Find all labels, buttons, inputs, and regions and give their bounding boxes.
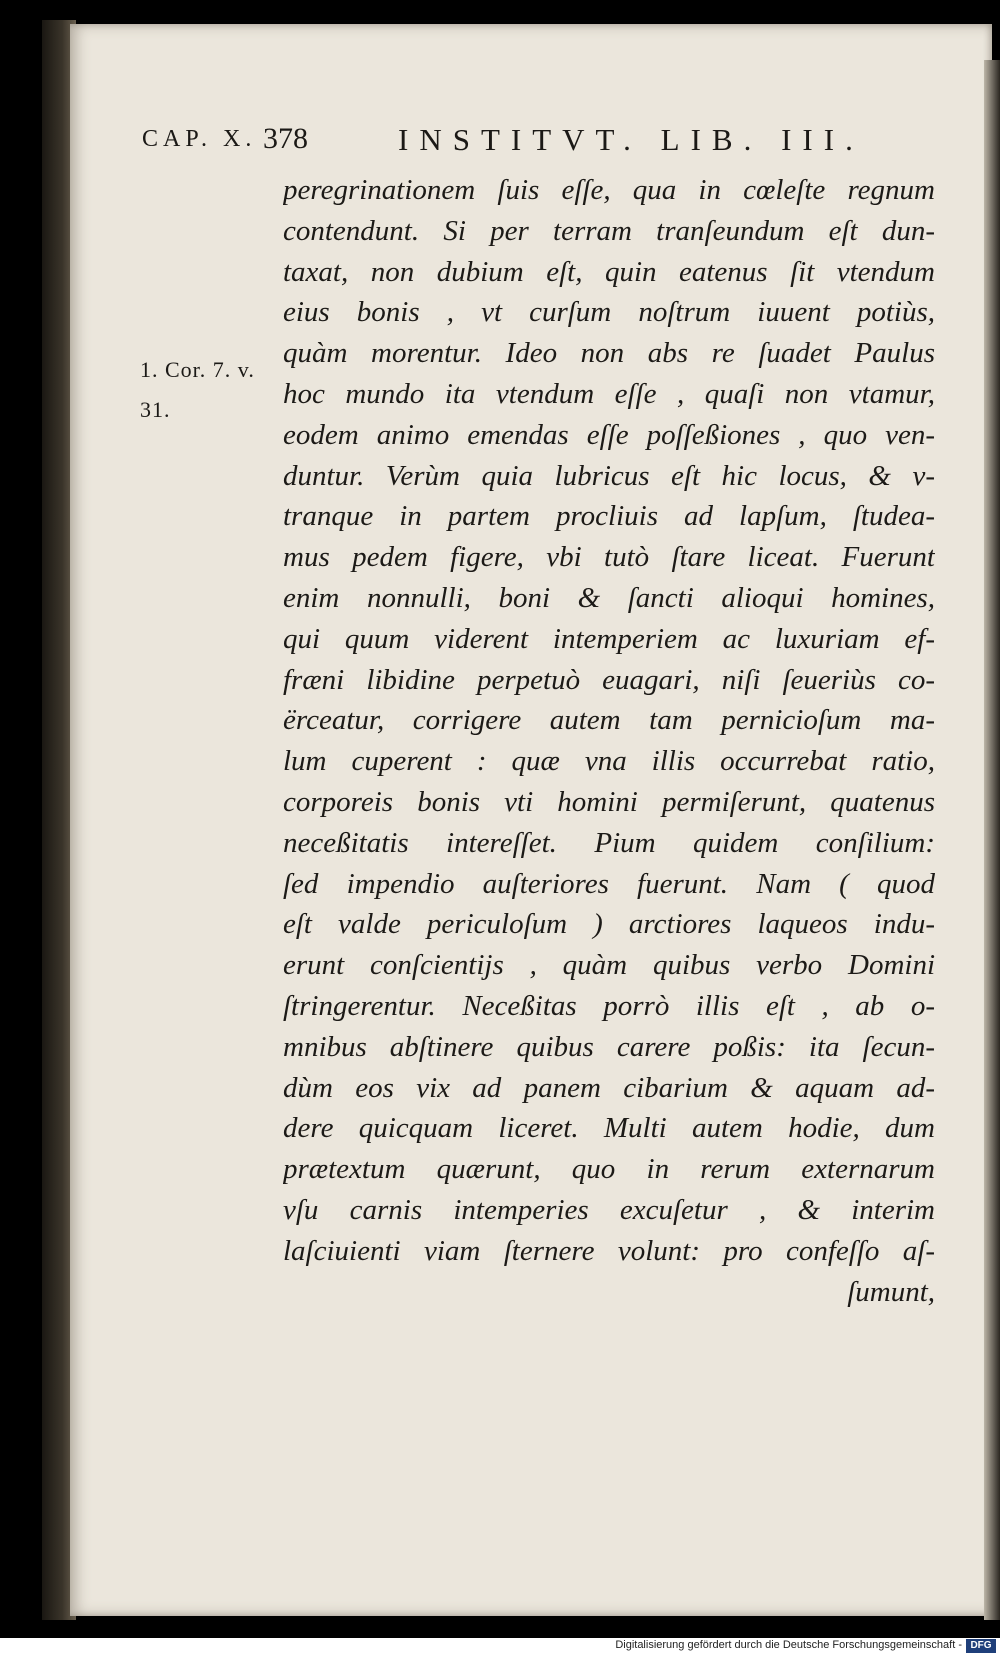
text-line: neceßitatis intereſſet. Pium quidem conſilium: <box>283 826 935 859</box>
text-line: eodem animo emendas eſſe poſſeßiones , quo ven- <box>283 418 935 451</box>
text-line: quàm morentur. Ideo non abs re ſuadet Paulus <box>283 337 935 370</box>
text-line: contendunt. Si per terram tranſeundum eſt dun- <box>283 214 935 247</box>
text-line: fræni libidine perpetuò euagari, niſi ſeueriùs co- <box>283 663 935 696</box>
body-text <box>283 170 935 1312</box>
text-line: ſtringerentur. Neceßitas porrò illis eſt , ab o- <box>283 989 935 1022</box>
running-header <box>142 122 972 162</box>
text-line: ſed impendio auſteriores fuerunt. Nam ( quod <box>283 867 935 900</box>
chapter-label: CAP. X. <box>142 126 257 152</box>
text-line: ſumunt, <box>847 1275 935 1308</box>
text-line: mnibus abſtinere quibus carere poßis: ita ſecun- <box>283 1030 935 1063</box>
text-line: taxat, non dubium eſt, quin eatenus ſit vtendum <box>283 255 935 288</box>
text-line: hoc mundo ita vtendum eſſe , quaſi non vtamur, <box>283 377 935 410</box>
footer-bar <box>0 1638 1000 1655</box>
text-line: duntur. Verùm quia lubricus eſt hic locus, & v- <box>283 459 935 492</box>
text-line: enim nonnulli, boni & ſancti alioqui homines, <box>283 581 935 614</box>
text-line: peregrinationem ſuis eſſe, qua in cœleſte regnum <box>283 174 935 206</box>
text-line: laſciuienti viam ſternere volunt: pro confeſſo aſ- <box>283 1234 935 1267</box>
margin-note-line: 1. Cor. 7. v. <box>140 357 255 382</box>
footer-credit: Digitalisierung gefördert durch die Deutsche Forschungsgemeinschaft - <box>615 1639 962 1651</box>
text-line: prætextum quærunt, quo in rerum externarum <box>283 1153 935 1186</box>
text-line: tranque in partem procliuis ad lapſum, ſtudea- <box>283 500 935 533</box>
running-title: INSTITVT. LIB. III. <box>398 122 864 157</box>
text-line: mus pedem figere, vbi tutò ſtare liceat. Fuerunt <box>283 541 935 574</box>
text-line: eſt valde periculoſum ) arctiores laqueos indu- <box>283 908 935 941</box>
text-line: vſu carnis intemperies excuſetur , & interim <box>283 1193 935 1226</box>
text-line: eius bonis , vt curſum noſtrum iuuent potiùs, <box>283 296 935 329</box>
text-line: ërceatur, corrigere autem tam pernicioſum ma- <box>283 704 935 737</box>
margin-note-line: 31. <box>140 397 171 422</box>
text-line: dere quicquam liceret. Multi autem hodie, dum <box>283 1112 935 1145</box>
margin-note <box>140 350 255 430</box>
dfg-logo: DFG <box>966 1639 996 1653</box>
text-line: erunt conſcientijs , quàm quibus verbo Domini <box>283 949 935 982</box>
text-line: dùm eos vix ad panem cibarium & aquam ad- <box>283 1071 935 1104</box>
text-line: corporeis bonis vti homini permiſerunt, quatenus <box>283 785 935 818</box>
page-number: 378 <box>263 122 308 155</box>
page-edge <box>984 60 1000 1620</box>
text-line: qui quum viderent intemperiem ac luxuriam ef- <box>283 622 935 655</box>
text-line: lum cuperent : quæ vna illis occurrebat ratio, <box>283 745 935 778</box>
